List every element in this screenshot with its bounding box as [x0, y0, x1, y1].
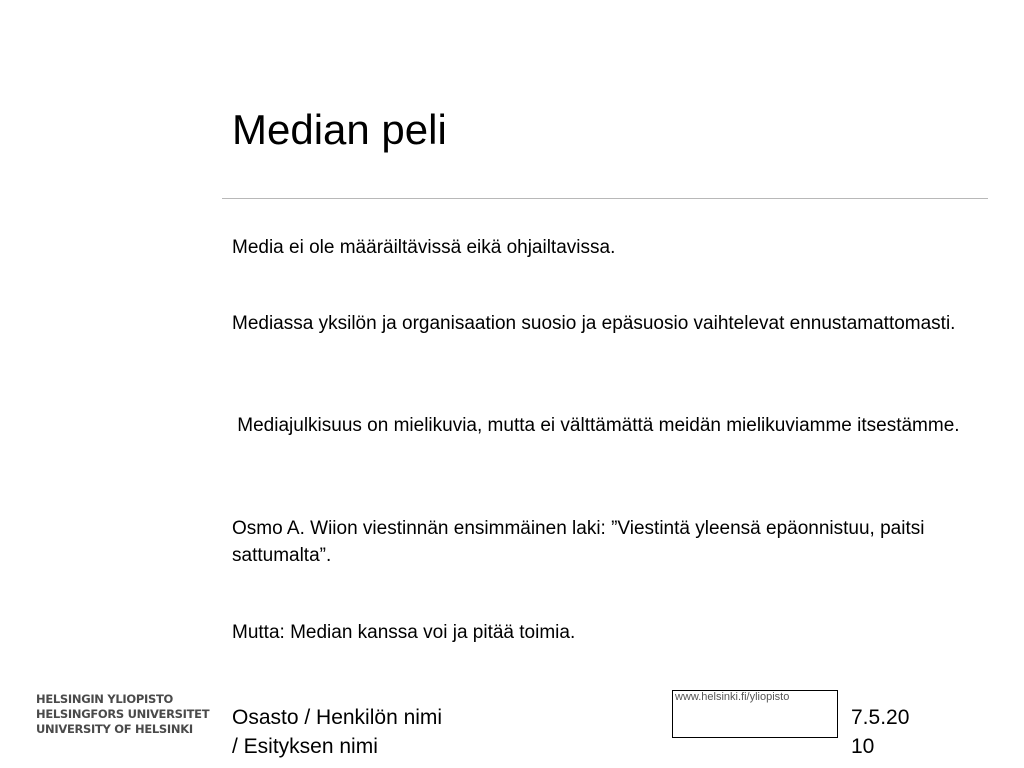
logo-line: HELSINGFORS UNIVERSITET [36, 707, 210, 721]
footer-department: Osasto / Henkilön nimi [232, 706, 443, 729]
footer-author [232, 703, 512, 761]
footer-presentation-name: / Esityksen nimi [232, 735, 378, 758]
logo-line: UNIVERSITY OF HELSINKI [36, 722, 193, 736]
logo-line: HELSINGIN YLIOPISTO [36, 692, 173, 706]
body-paragraph: Media ei ole määräiltävissä eikä ohjailtavissa. [232, 237, 616, 258]
footer-url-box [672, 690, 838, 738]
footer-url: www.helsinki.fi/yliopisto [675, 691, 790, 703]
body-paragraph: Osmo A. Wiion viestinnän ensimmäinen laki: ”Viestintä yleensä epäonnistuu, paitsi sattumalta”. [232, 518, 925, 566]
footer-date-line: 7.5.20 [851, 706, 910, 729]
university-logo [36, 692, 209, 737]
footer-date [851, 703, 931, 761]
body-paragraph: Mediajulkisuus on mielikuvia, mutta ei välttämättä meidän mielikuviamme itsestämme. [232, 415, 960, 436]
body-paragraph: Mediassa yksilön ja organisaation suosio ja epäsuosio vaihtelevat ennustamattomasti. [232, 313, 956, 334]
slide-title: Median peli [232, 106, 447, 153]
body-paragraph: Mutta: Median kanssa voi ja pitää toimia. [232, 622, 576, 643]
footer-date-line: 10 [851, 735, 875, 758]
title-divider [222, 198, 988, 199]
